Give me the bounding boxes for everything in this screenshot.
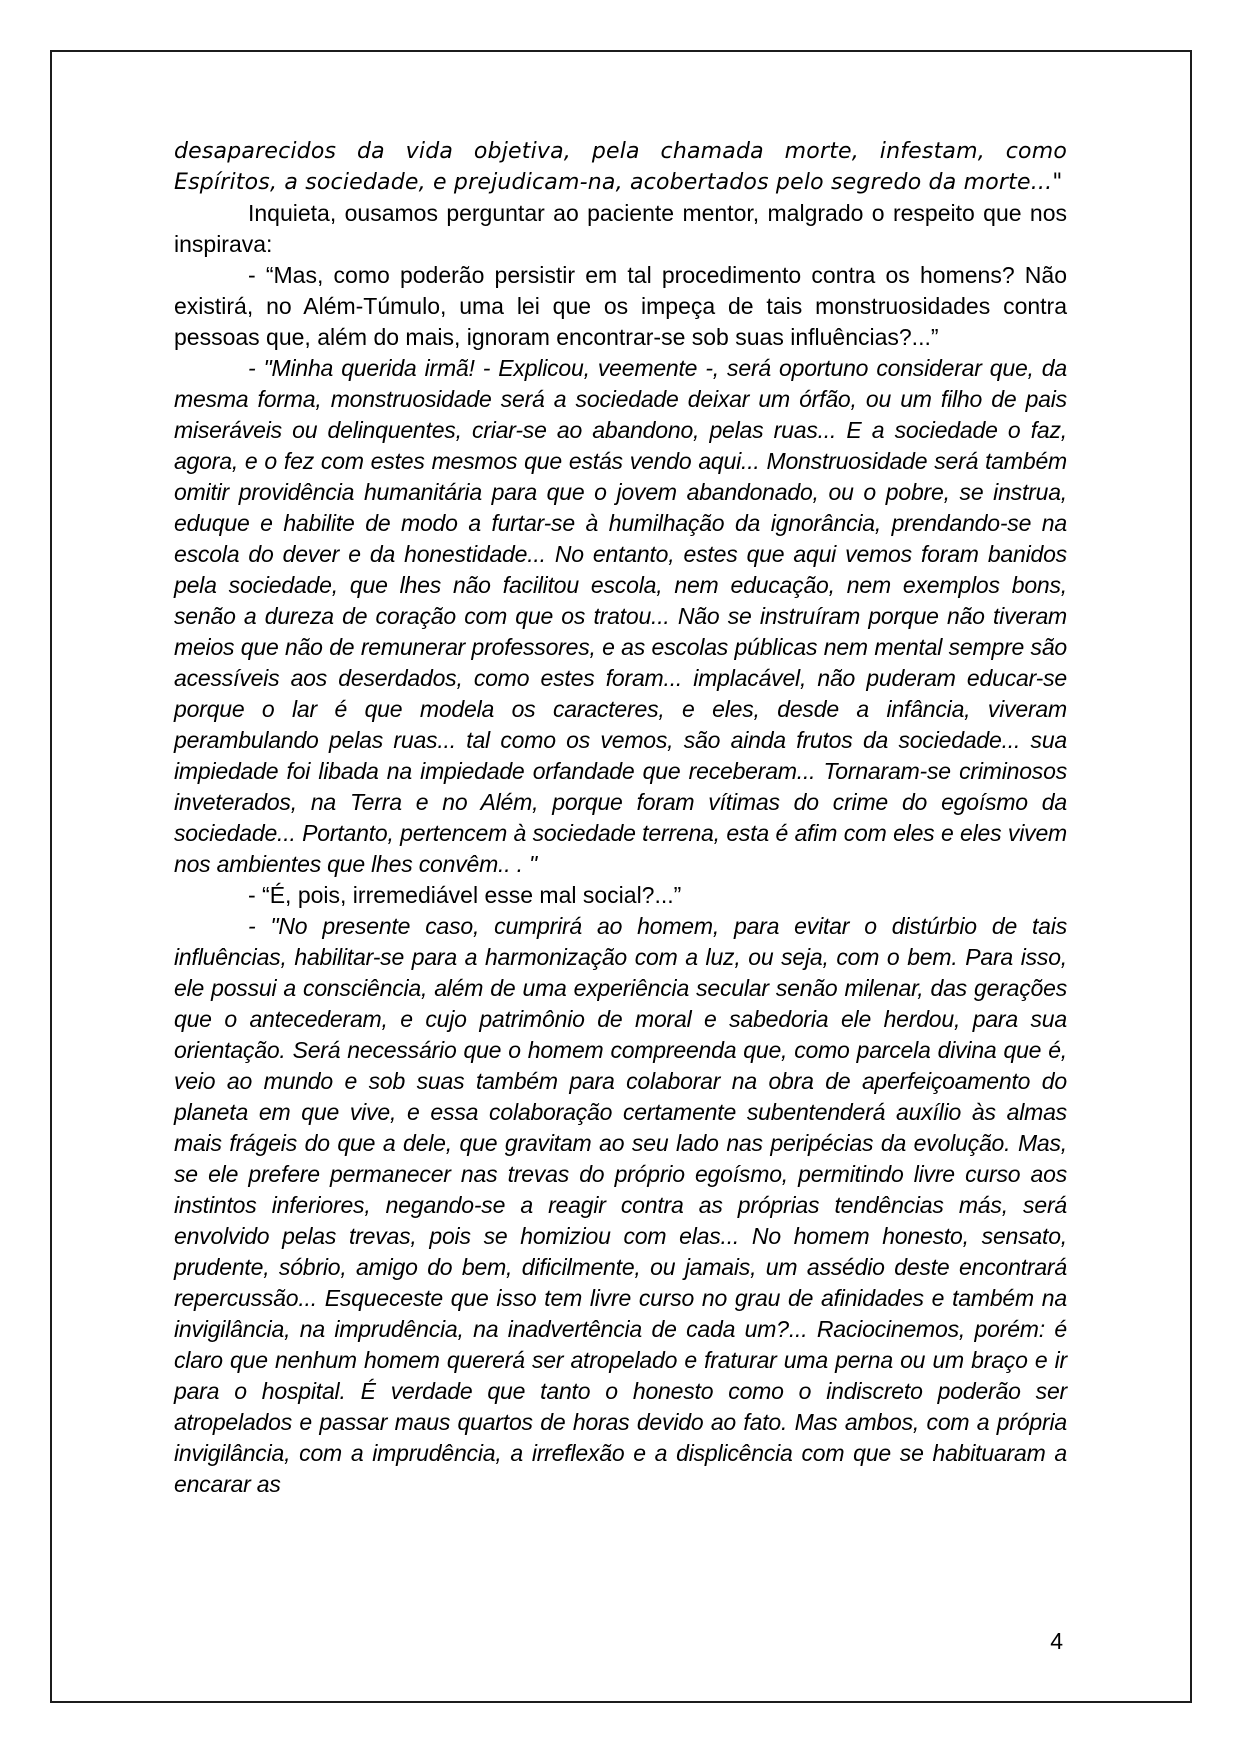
paragraph-continuation-quote: desaparecidos da vida objetiva, pela chamada morte, infestam, como Espíritos, a sociedade, e prejudicam-na, acobertados pelo segredo da morte..." [174, 139, 1067, 195]
paragraph-mentor-reply: - "Minha querida irmã! - Explicou, veemente -, será oportuno considerar que, da mesma forma, monstruosidade será a sociedade deixar um órfão, ou um filho de pais miseráveis ou delinquentes, criar-se ao abandono, pelas ruas... E a sociedade o faz, agora, e o fez com estes mesmos que estás vendo aqui... Monstruosidade será também omitir providência humanitária para que o jovem abandonado, ou o pobre, se instrua, eduque e habilite de modo a furtar-se à humilhação da ignorância, prendando-se na escola do dever e da honestidade... No entanto, estes que aqui vemos foram banidos pela sociedade, que lhes não facilitou escola, nem educação, nem exemplos bons, senão a dureza de coração com que os tratou... Não se instruíram porque não tiveram meios que não de remunerar professores, e as escolas públicas nem mental sempre são acessíveis aos deserdados, como estes foram... implacável, não puderam educar-se porque o lar é que modela os caracteres, e eles, desde a infância, viveram perambulando pelas ruas... tal como os vemos, são ainda frutos da sociedade... sua impiedade foi libada na impiedade orfandade que receberam... Tornaram-se criminosos inveterados, na Terra e no Além, porque foram vítimas do crime do egoísmo da sociedade... Portanto, pertencem à sociedade terrena, esta é afim com eles e eles vivem nos ambientes que lhes convêm.. . " [174, 355, 1067, 877]
page-border-frame [50, 50, 1192, 1703]
paragraph-question: - “Mas, como poderão persistir em tal procedimento contra os homens? Não existirá, no Além-Túmulo, uma lei que os impeça de tais monstruosidades contra pessoas que, além do mais, ignoram encontrar-se sob suas influências?...” [174, 262, 1067, 350]
paragraph-mentor-reply-2: - "No presente caso, cumprirá ao homem, para evitar o distúrbio de tais influências, habilitar-se para a harmonização com a luz, ou seja, com o bem. Para isso, ele possui a consciência, além de uma experiência secular senão milenar, das gerações que o antecederam, e cujo patrimônio de moral e sabedoria ele herdou, para sua orientação. Será necessário que o homem compreenda que, como parcela divina que é, veio ao mundo e sob suas também para colaborar na obra de aperfeiçoamento do planeta em que vive, e essa colaboração certamente subentenderá auxílio às almas mais frágeis do que a dele, que gravitam ao seu lado nas peripécias da evolução. Mas, se ele prefere permanecer nas trevas do próprio egoísmo, permitindo livre curso aos instintos inferiores, negando-se a reagir contra as próprias tendências más, será envolvido pelas trevas, pois se homiziou com elas... No homem honesto, sensato, prudente, sóbrio, amigo do bem, dificilmente, ou jamais, um assédio deste encontrará repercussão... Esqueceste que isso tem livre curso no grau de afinidades e também na invigilância, na imprudência, na inadvertência de cada um?... Raciocinemos, porém: é claro que nenhum homem quererá ser atropelado e fraturar uma perna ou um braço e ir para o hospital. É verdade que tanto o honesto como o indiscreto poderão ser atropelados e passar maus quartos de horas devido ao fato. Mas ambos, com a própria invigilância, com a imprudência, a irreflexão e a displicência com que se habituaram a encarar as [174, 913, 1067, 1497]
text-block [174, 136, 1067, 1500]
paragraph-question-2: - “É, pois, irremediável esse mal social?...” [248, 882, 682, 908]
paragraph-narration: Inquieta, ousamos perguntar ao paciente mentor, malgrado o respeito que nos inspirava: [174, 200, 1067, 257]
page-number: 4 [1050, 1628, 1063, 1654]
